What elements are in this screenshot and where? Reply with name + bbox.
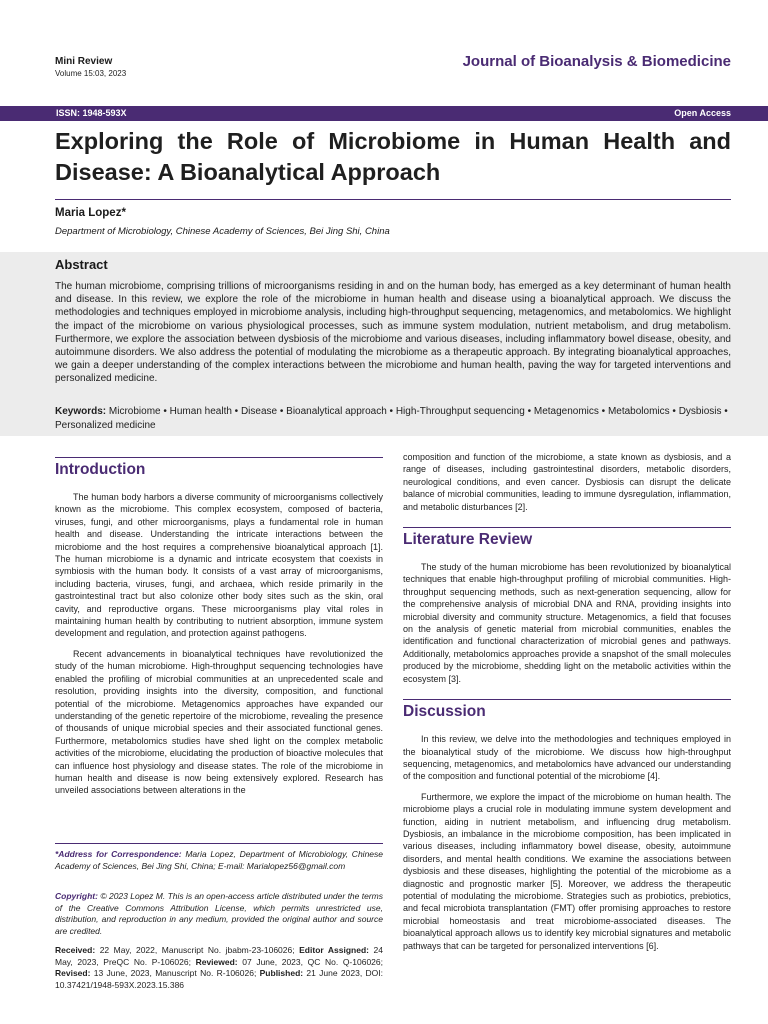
introduction-paragraph-1: The human body harbors a diverse community of microorganisms collectively known as the microbiome. This complex ecosystem, composed of bacteria, viruses, fungi, and other microorganisms, plays a fundamental role in human health and disease. Understanding the intricate interactions between the microbiome and the host requires a comprehensive bioanalytical approach [1]. The human microbiome is a dynamic and intricate ecosystem that coexists in symbiosis with the human body. It consists of a vast array of microorganisms, including bacteria, viruses, fungi, and archaea, which reside primarily in the gastrointestinal tract but also colonize other body sites such as the skin, oral cavity, and reproductive organs. These microorganisms play vital roles in maintaining human health by contributing to nutrient absorption, immune system development and regulation, and protection against pathogens. <box>55 492 383 639</box>
editor-label: Editor Assigned: <box>299 945 369 955</box>
author-name: Maria Lopez* <box>55 207 126 219</box>
keywords <box>55 405 731 433</box>
discussion-paragraph-1: In this review, we delve into the methodologies and techniques employed in the bioanalytical study of the microbiome. We discuss how high-throughput sequencing, metagenomics, and metabolomics have advanced our understanding of the composition and functional potential of the microbiome [4]. <box>403 734 731 782</box>
journal-name: Journal of Bioanalysis & Biomedicine <box>462 53 731 70</box>
correspondence-note <box>55 849 383 872</box>
discussion-heading: Discussion <box>403 703 486 721</box>
issn: ISSN: 1948-593X <box>56 108 127 118</box>
literature-review-heading: Literature Review <box>403 531 533 549</box>
article-meta <box>55 56 126 79</box>
literature-review-rule <box>403 527 731 528</box>
published-label: Published: <box>259 968 304 979</box>
copyright-text: © 2023 Lopez M. This is an open-access article distributed under the terms of the Creative Commons Attribution License, which permits unrestricted use, distribution, and reproduction in any medium, provided the original author and source are credited. <box>55 891 383 937</box>
footnote-divider <box>55 843 383 844</box>
issn-bar <box>0 106 768 121</box>
introduction-rule <box>55 457 383 458</box>
publication-dates <box>55 945 383 992</box>
abstract-heading: Abstract <box>55 257 108 272</box>
keywords-label: Keywords: <box>55 406 107 417</box>
introduction-paragraph-2: Recent advancements in bioanalytical techniques have revolutionized the study of the human microbiome. High-throughput sequencing technologies have enabled the profiling of microbial communities at an unprecedented scale and resolution, providing insights into the diversity, composition, and functional potential of the microbiome. Metagenomics approaches have expanded our understanding of the genetic repertoire of the microbiome, revealing the presence of thousands of unique microbial species and their associated functional genes. Furthermore, metabolomics studies have shed light on the complex metabolic activities of the microbiome, elucidating the production of bioactive molecules that can influence host physiology and disease states. The role of the microbiome in human health and disease is now being extensively explored. Research has unveiled associations between alterations in the <box>55 648 383 796</box>
left-column <box>55 457 383 797</box>
copyright-label: Copyright: <box>55 891 98 901</box>
introduction-heading: Introduction <box>55 461 146 478</box>
revised-label: Revised: <box>55 968 91 979</box>
discussion-rule <box>403 699 731 700</box>
revised-value: 13 June, 2023, Manuscript No. R-106026; <box>93 968 257 979</box>
introduction-paragraph-3: composition and function of the microbiome, a state known as dysbiosis, and a range of diseases, including gastrointestinal disorders, metabolic disorders, neurological conditions, and even cancer. Dysbiosis can disrupt the delicate balance of microbial communities, leading to immune dysregulation, inflammation, and metabolic disturbances [2]. <box>403 452 731 512</box>
literature-review-paragraph: The study of the human microbiome has been revolutionized by bioanalytical techniques that enable high-throughput profiling of microbial communities. High-throughput sequencing methods, such as next-generation sequencing, allow for the comprehensive analysis of microbial DNA and RNA, providing insights into microbial diversity and community structure. Metagenomics, a field that focuses on the analysis of genetic material from microbial communities, enables the identification and functional characterization of microbial genes and pathways. Additionally, metabolomics approaches provide a snapshot of the small molecules produced by the microbiome, shedding light on the metabolic activities within the ecosystem [3]. <box>403 562 731 684</box>
reviewed-value: 07 June, 2023, QC No. Q-106026; <box>242 956 383 967</box>
received-value: 22 May, 2022, Manuscript No. jbabm-23-106026; <box>99 945 295 955</box>
keywords-list: Microbiome • Human health • Disease • Bioanalytical approach • High-Throughput sequencing • Metagenomics • Metabolomics • Dysbiosis • Personalized medicine <box>55 406 728 431</box>
correspondence-text: Maria Lopez, Department of Microbiology, Chinese Academy of Sciences, Bei Jing Shi, China; E-mail: Marialopez56@gmail.com <box>55 849 383 871</box>
abstract-text: The human microbiome, comprising trillions of microorganisms residing in and on the human body, has emerged as a key determinant of human health and disease. In this review, we explore the role of the microbiome in human health and disease using a bioanalytical approach. We discuss the methodologies and techniques employed in microbiome analysis, including high-throughput sequencing, metagenomics, and metabolomics. We highlight the impact of the microbiome on various physiological processes, such as immune system modulation, nutrient metabolism, and drug metabolism. Furthermore, we explore the association between dysbiosis of the microbiome and various diseases, including inflammatory bowel disease, obesity, and autoimmune disorders. We also address the potential of modulating the microbiome as a therapeutic approach. By integrating bioanalytical approaches, we gain a deeper understanding of the complex interactions between the microbiome and human health, paving the way for targeted interventions and personalized medicine. <box>55 281 731 385</box>
received-label: Received: <box>55 945 96 955</box>
article-title: Exploring the Role of Microbiome in Human Health and Disease: A Bioanalytical Approach <box>55 128 731 185</box>
article-type: Mini Review <box>55 56 113 67</box>
copyright-note <box>55 891 383 938</box>
editor-value: 24 May, 2023, PreQC No. P-106026; <box>55 945 383 967</box>
published-value: 21 June 2023, DOI: 10.37421/1948-593X.2023.15.386 <box>55 968 383 991</box>
right-column <box>403 451 731 952</box>
volume-info: Volume 15:03, 2023 <box>55 69 127 78</box>
author-affiliation: Department of Microbiology, Chinese Academy of Sciences, Bei Jing Shi, China <box>55 226 390 237</box>
reviewed-label: Reviewed: <box>195 956 238 967</box>
open-access-label: Open Access <box>674 108 731 118</box>
discussion-paragraph-2: Furthermore, we explore the impact of the microbiome on human health. The microbiome plays a crucial role in modulating immune system development and function, aiding in nutrient metabolism, and influencing drug metabolism. Dysbiosis, an imbalance in the microbiome composition, has been implicated in various diseases, including inflammatory bowel disease, obesity, autoimmune disorders, and mental health conditions. We examine the associations between dysbiosis and these diseases, highlighting the potential of the microbiome as a diagnostic and prognostic marker [5]. Moreover, we address the therapeutic potential of modulating the microbiome. Strategies such as probiotics, prebiotics, and fecal microbiota transplantation (FMT) offer promising approaches to restore microbial homeostasis and treat microbiome-associated diseases. The bioanalytical approach allows us to identify key microbial signatures and metabolic pathways that can be targeted for personalized interventions [6]. <box>403 791 731 951</box>
title-divider <box>55 199 731 200</box>
correspondence-label: *Address for Correspondence: <box>55 849 182 859</box>
